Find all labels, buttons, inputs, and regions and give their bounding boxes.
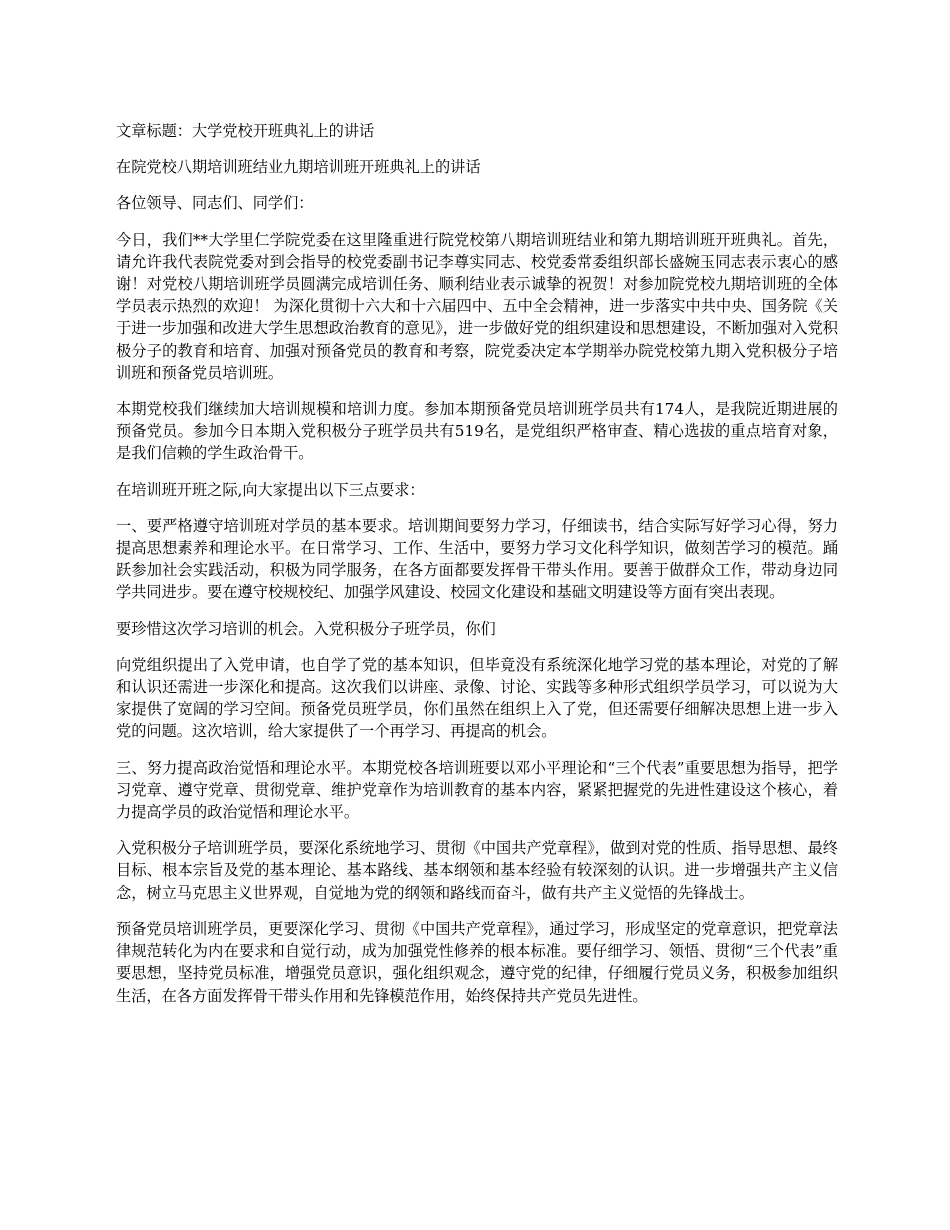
salutation: 各位领导、同志们、同学们： bbox=[116, 194, 314, 213]
paragraph-requirements-intro: 在培训班开班之际,向大家提出以下三点要求： bbox=[116, 480, 425, 499]
paragraph-requirement-one: 一、要严格遵守培训班对学员的基本要求。培训期间要努力学习，仔细读书，结合实际写好学习心得，努力提高思想素养和理论水平。在日常学习、工作、生活中，要努力学习文化科学知识，做刻苦学习的模范。踊跃参加社会实践活动，积极为同学服务，在各方面都要发挥骨干带头作用。要善于做群众工作，带动身边同学共同进步。要在遵守校规校纪、加强学风建设、校园文化建设和基础文明建设等方面有突出表现。 bbox=[116, 516, 838, 602]
paragraph-opening: 今日，我们**大学里仁学院党委在这里隆重进行院党校第八期培训班结业和第九期培训班开班典礼。首先，请允许我代表院党委对到会指导的校党委副书记李尊实同志、校党委常委组织部长盛婉玉同志表示衷心的感谢！对党校八期培训班学员圆满完成培训任务、顺利结业表示诚挚的祝贺！对参加院党校九期培训班的全体学员表示热烈的欢迎！ 为深化贯彻十六大和十六届四中、五中全会精神，进一步落实中共中央、国务院《关于进一步加强和改进大学生思想政治教育的意见》，进一步做好党的组织建设和思想建设，不断加强对入党积极分子的教育和培育、加强对预备党员的教育和考察，院党委决定本学期举办院党校第九期入党积极分子培训班和预备党员培训班。 bbox=[116, 230, 838, 382]
paragraph-activist-trainees: 入党积极分子培训班学员，要深化系统地学习、贯彻《中国共产党章程》，做到对党的性质、指导思想、最终目标、根本宗旨及党的基本理论、基本路线、基本纲领和基本经验有较深刻的认识。进一步增强共产主义信念，树立马克思主义世界观，自觉地为党的纲领和路线而奋斗，做有共产主义觉悟的先锋战士。 bbox=[116, 839, 838, 902]
paragraph-probationary-trainees: 预备党员培训班学员，更要深化学习、贯彻《中国共产党章程》，通过学习，形成坚定的党章意识，把党章法律规范转化为内在要求和自觉行动，成为加强党性修养的根本标准。要仔细学习、领悟、贯彻“三个代表”重要思想，坚持党员标准，增强党员意识，强化组织观念，遵守党的纪律，仔细履行党员义务，积极参加组织生活，在各方面发挥骨干带头作用和先锋模范作用，始终保持共产党员先进性。 bbox=[116, 919, 838, 1005]
paragraph-cherish-opportunity: 要珍惜这次学习培训的机会。入党积极分子班学员，你们 bbox=[116, 619, 496, 638]
article-title-line: 文章标题：大学党校开班典礼上的讲话 bbox=[116, 122, 375, 140]
paragraph-scale: 本期党校我们继续加大培训规模和培训力度。参加本期预备党员培训班学员共有174人，是我院近期进展的预备党员。参加今日本期入党积极分子班学员共有519名，是党组织严格审查、精心选拔的重点培育对象，是我们信赖的学生政治骨干。 bbox=[116, 400, 838, 463]
document-body bbox=[116, 120, 838, 1021]
paragraph-requirement-three: 三、努力提高政治觉悟和理论水平。本期党校各培训班要以邓小平理论和“三个代表”重要思想为指导，把学习党章、遵守党章、贯彻党章、维护党章作为培训教育的基本内容，紧紧把握党的先进性建设这个核心，着力提高学员的政治觉悟和理论水平。 bbox=[116, 758, 838, 822]
speech-title: 在院党校八期培训班结业九期培训班开班典礼上的讲话 bbox=[116, 158, 481, 177]
paragraph-training-content: 向党组织提出了入党申请，也自学了党的基本知识，但毕竟没有系统深化地学习党的基本理论，对党的了解和认识还需进一步深化和提高。这次我们以讲座、录像、讨论、实践等多种形式组织学员学习，可以说为大家提供了宽阔的学习空间。预备党员班学员，你们虽然在组织上入了党，但还需要仔细解决思想上进一步入党的问题。这次培训，给大家提供了一个再学习、再提高的机会。 bbox=[116, 655, 838, 741]
